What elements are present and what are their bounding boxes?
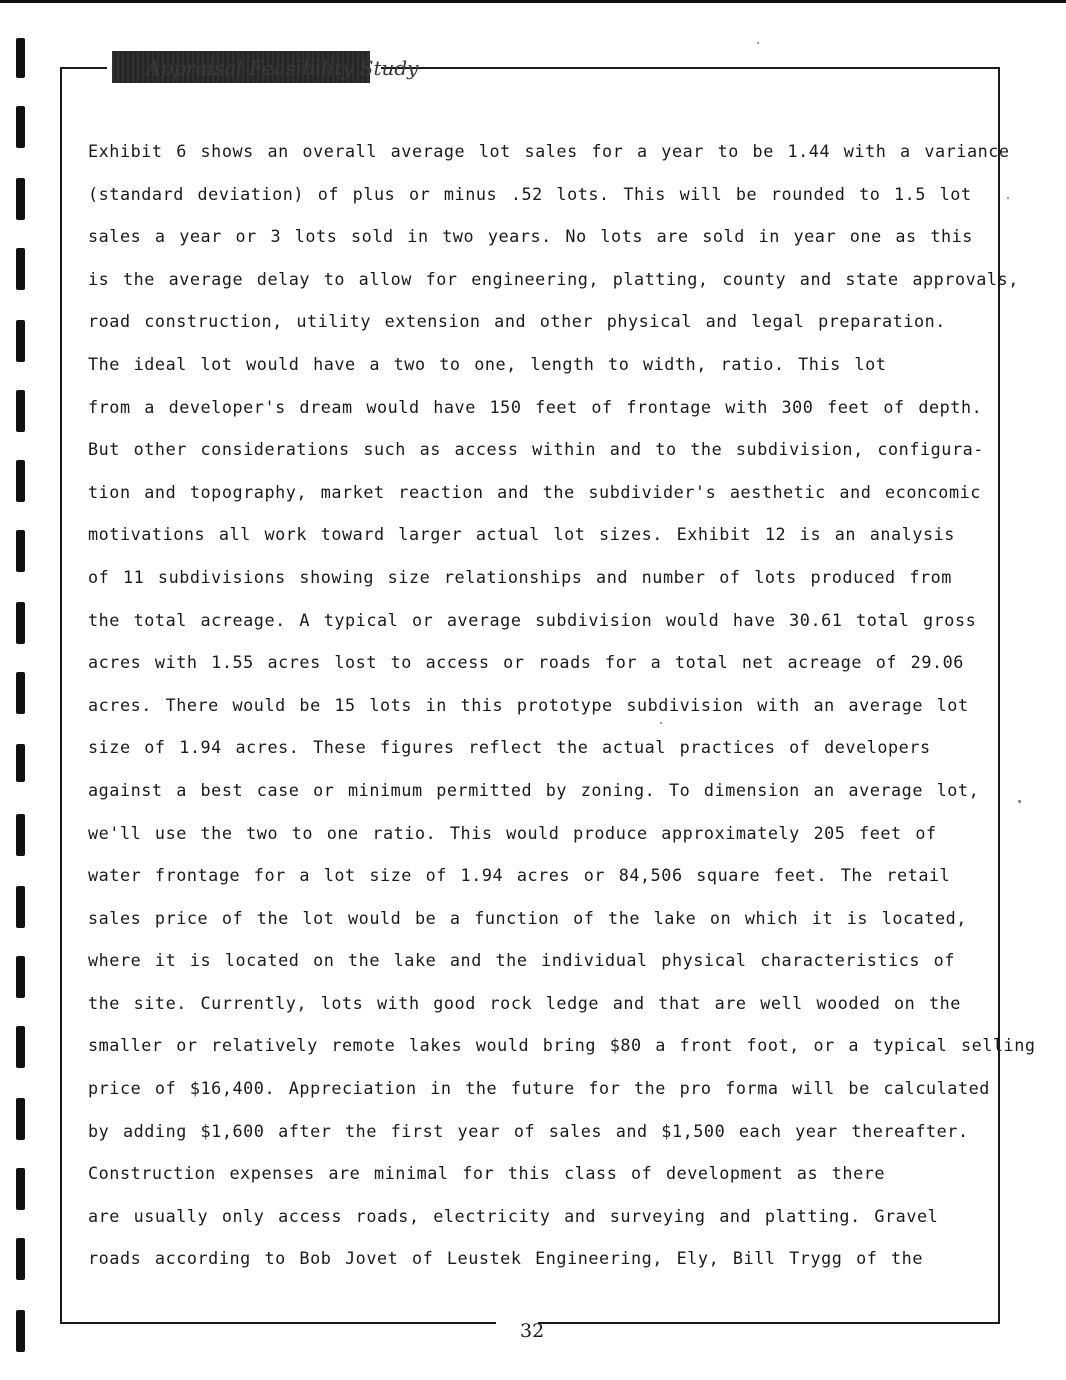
binding-mark xyxy=(16,1238,25,1280)
text-line: from a developer's dream would have 150 feet of frontage with 300 feet of depth. xyxy=(88,396,983,417)
text-line: price of $16,400. Appreciation in the future for the pro forma will be calculated xyxy=(88,1078,990,1099)
binding-mark xyxy=(16,956,25,998)
text-line: roads according to Bob Jovet of Leustek Engineering, Ely, Bill Trygg of the xyxy=(88,1248,923,1269)
text-line: water frontage for a lot size of 1.94 acres or 84,506 square feet. The retail xyxy=(88,865,951,886)
section-header-block: Appraisal Feasibility Study xyxy=(112,51,370,85)
text-line: Construction expenses are minimal for this class of development as there xyxy=(88,1163,886,1184)
body-text xyxy=(88,138,1036,1288)
binding-mark xyxy=(16,1026,25,1068)
text-line: motivations all work toward larger actual lot sizes. Exhibit 12 is an analysis xyxy=(88,524,955,545)
binding-mark xyxy=(16,460,25,502)
text-line: against a best case or minimum permitted by zoning. To dimension an average lot, xyxy=(88,779,980,800)
binding-mark xyxy=(16,38,25,78)
scan-speck xyxy=(1007,197,1009,199)
text-line: are usually only access roads, electricity and surveying and platting. Gravel xyxy=(88,1205,939,1226)
binding-mark xyxy=(16,886,25,928)
text-line: sales a year or 3 lots sold in two years. No lots are sold in year one as this xyxy=(88,226,973,247)
binding-mark xyxy=(16,814,25,856)
text-line: by adding $1,600 after the first year of sales and $1,500 each year thereafter. xyxy=(88,1120,969,1141)
binding-mark xyxy=(16,320,25,362)
text-line: we'll use the two to one ratio. This would produce approximately 205 feet of xyxy=(88,822,937,843)
binding-mark xyxy=(16,1168,25,1210)
binding-mark xyxy=(16,1310,25,1352)
text-line: acres with 1.55 acres lost to access or roads for a total net acreage of 29.06 xyxy=(88,652,964,673)
binding-mark xyxy=(16,672,25,714)
binding-mark xyxy=(16,106,25,148)
text-line: But other considerations such as access within and to the subdivision, configura- xyxy=(88,439,984,460)
text-line: is the average delay to allow for engineering, platting, county and state approvals, xyxy=(88,268,1019,289)
binding-mark xyxy=(16,530,25,572)
text-line: the total acreage. A typical or average subdivision would have 30.61 total gross xyxy=(88,609,977,630)
page-number: 32 xyxy=(520,1320,545,1342)
binding-mark xyxy=(16,1098,25,1140)
binding-mark xyxy=(16,178,25,220)
text-line: size of 1.94 acres. These figures reflect the actual practices of developers xyxy=(88,737,931,758)
text-line: (standard deviation) of plus or minus .52 lots. This will be rounded to 1.5 lot xyxy=(88,183,972,204)
text-line: Exhibit 6 shows an overall average lot sales for a year to be 1.44 with a variance xyxy=(88,141,1010,161)
binding-mark xyxy=(16,390,25,432)
text-line: smaller or relatively remote lakes would bring $80 a front foot, or a typical selling xyxy=(88,1035,1036,1056)
text-line: The ideal lot would have a two to one, length to width, ratio. This lot xyxy=(88,353,887,374)
text-line: road construction, utility extension and other physical and legal preparation. xyxy=(88,311,946,332)
text-line: the site. Currently, lots with good rock ledge and that are well wooded on the xyxy=(88,992,961,1013)
scan-speck xyxy=(757,42,759,44)
text-line: sales price of the lot would be a function of the lake on which it is located, xyxy=(88,907,967,928)
text-line: acres. There would be 15 lots in this prototype subdivision with an average lot xyxy=(88,694,969,715)
binding-mark xyxy=(16,248,25,290)
scan-speck xyxy=(660,722,662,724)
top-edge-rule xyxy=(0,0,1066,3)
text-line: of 11 subdivisions showing size relationships and number of lots produced from xyxy=(88,566,952,587)
binding-mark xyxy=(16,744,25,782)
scan-speck xyxy=(1018,800,1021,803)
text-line: where it is located on the lake and the individual physical characteristics of xyxy=(88,950,955,971)
binding-mark xyxy=(16,602,25,644)
text-line: tion and topography, market reaction and the subdivider's aesthetic and econcomic xyxy=(88,481,981,502)
